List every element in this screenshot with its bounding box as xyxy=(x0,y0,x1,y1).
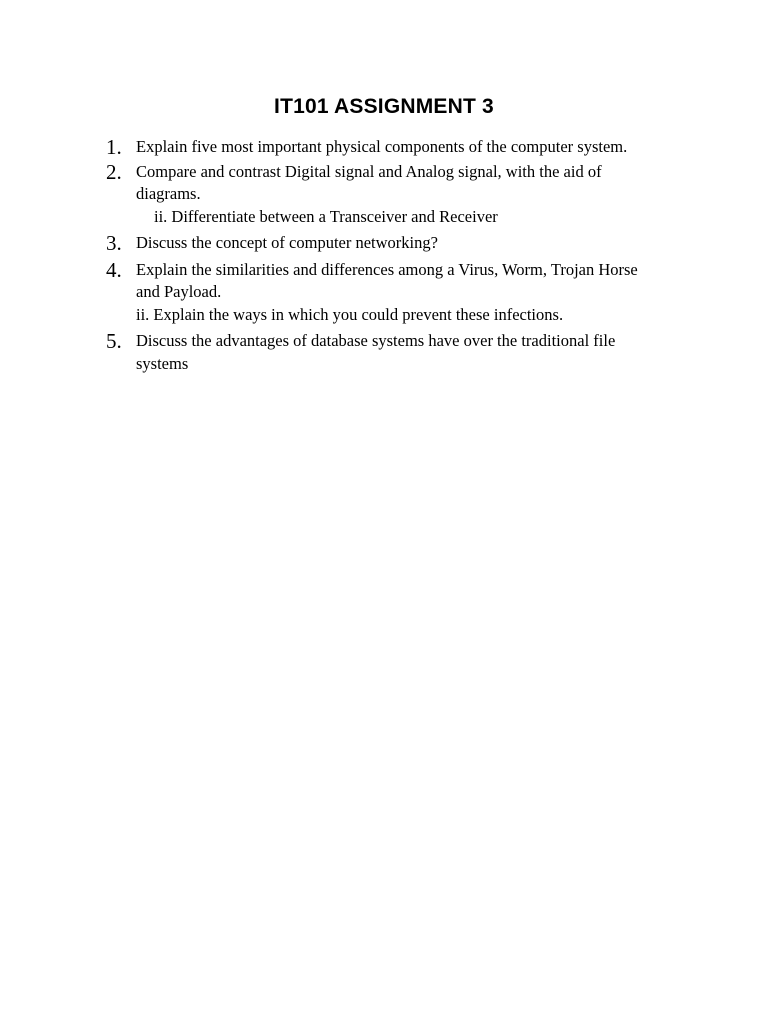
question-list xyxy=(106,136,706,375)
question-number: 4. xyxy=(106,257,122,282)
question-number: 2. xyxy=(106,159,122,184)
document-title: IT101 ASSIGNMENT 3 xyxy=(274,95,494,118)
question-text: Explain the similarities and differences among a Virus, Worm, Trojan Horse xyxy=(136,259,638,279)
question-item xyxy=(106,232,706,255)
question-number: 5. xyxy=(106,329,122,353)
question-number: 3. xyxy=(106,231,122,255)
question-number: 1. xyxy=(106,135,122,159)
question-item xyxy=(106,136,706,159)
question-text-continued: systems xyxy=(136,353,189,373)
sub-question: ii. Explain the ways in which you could prevent these infections. xyxy=(136,304,564,324)
question-item xyxy=(106,259,706,327)
question-item xyxy=(106,161,706,229)
question-text: Discuss the advantages of database systems have over the traditional file xyxy=(136,331,616,350)
question-text: Compare and contrast Digital signal and Analog signal, with the aid of xyxy=(136,161,602,181)
question-text: Discuss the concept of computer networking? xyxy=(136,233,438,252)
question-item xyxy=(106,330,706,375)
question-text-continued: diagrams. xyxy=(136,184,201,203)
question-text: Explain five most important physical components of the computer system. xyxy=(136,137,628,156)
sub-question: ii. Differentiate between a Transceiver and Receiver xyxy=(154,206,498,226)
question-text-continued: and Payload. xyxy=(136,282,222,301)
